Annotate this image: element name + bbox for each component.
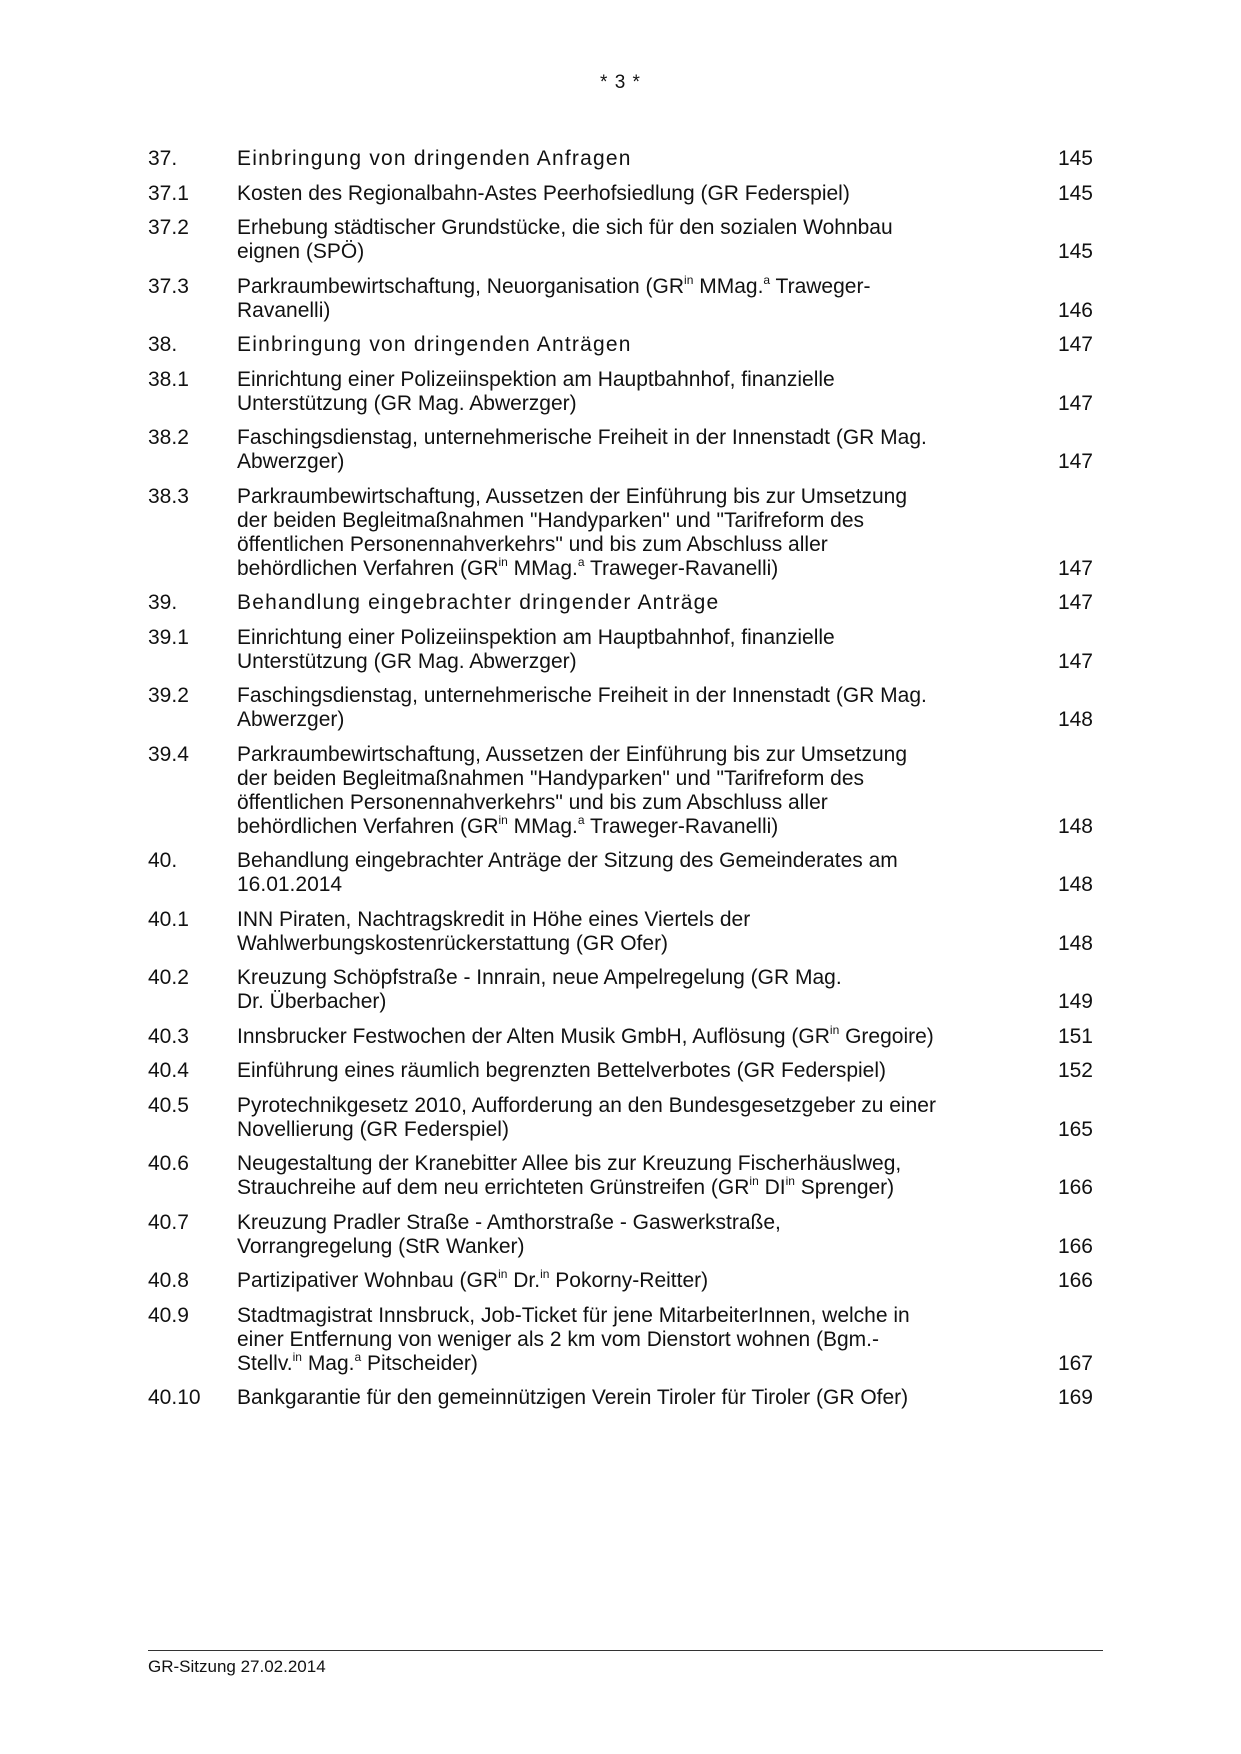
toc-entry-number: 37.2 [148,216,189,239]
toc-entry-number: 40.7 [148,1210,189,1234]
toc-entry-number: 39.1 [148,625,189,649]
toc-entry-title-line: Unterstützung (GR Mag. Abwerzger) [237,391,577,415]
toc-entry-title [237,906,1017,954]
toc-entry-page: 148 [1057,873,1093,896]
toc-entry-number: 40.1 [148,907,189,931]
toc-entry-page: 145 [1057,147,1093,170]
toc-entry-title [237,366,1017,414]
toc-entry-title-line: Unterstützung (GR Mag. Abwerzger) [237,649,577,673]
toc-entry-title-line: eignen (SPÖ) [237,240,365,263]
toc-entry-title-line: Dr. Überbacher) [237,990,387,1013]
toc-entry-number: 40.9 [148,1303,189,1327]
toc-entry-number: 40.10 [148,1386,201,1409]
toc-entry-page: 147 [1057,591,1093,614]
toc-entry-title [237,145,1017,169]
toc-entry-title-line: Parkraumbewirtschaftung, Neuorganisation ($GR^{in}$ MMag.$^a$ Traweger- [237,272,871,298]
toc-entry-page: 147 [1057,450,1093,473]
toc-entry-number: 40.6 [148,1152,189,1175]
toc-entry-title [237,589,1017,613]
toc-entry-title-line: einer Entfernung von weniger als 2 km vom Dienstort wohnen (Bgm.- [237,1327,879,1351]
toc-entry-page: 166 [1057,1269,1093,1292]
toc-entry-title-line: Ravanelli) [237,298,331,322]
toc-entry-page: 147 [1057,333,1093,356]
toc-entry-number: 40.3 [148,1024,189,1048]
toc-entry-title [237,1209,1017,1257]
toc-entry-title-line: Behandlung eingebrachter dringender Anträge [237,591,720,614]
toc-entry-title-line: Vorrangregelung (StR Wanker) [237,1234,525,1258]
toc-entry-title-line: Neugestaltung der Kranebitter Allee bis zur Kreuzung Fischerhäuslweg, [237,1152,902,1175]
toc-entry-title-line: Faschingsdienstag, unternehmerische Freiheit in der Innenstadt (GR Mag. [237,426,927,449]
toc-entry-page: 147 [1057,556,1093,580]
toc-entry-title-line: INN Piraten, Nachtragskredit in Höhe eines Viertels der [237,907,751,931]
toc-entry-title-line: behördlichen Verfahren ($GR^{in}$ MMag.$^a$ Traweger-Ravanelli) [237,554,779,580]
toc-entry-title-line: Pyrotechnikgesetz 2010, Aufforderung an den Bundesgesetzgeber zu einer [237,1093,936,1117]
toc-entry-title [237,682,1017,730]
toc-entry-title-line: Novellierung (GR Federspiel) [237,1117,509,1141]
toc-entry-title-line: Stellv.$^{in}$ Mag.$^a$ Pitscheider) [237,1349,478,1375]
toc-entry-title [237,483,1017,579]
toc-entry-title-line: Einrichtung einer Polizeiinspektion am Hauptbahnhof, finanzielle [237,367,835,391]
toc-entry-title-line: öffentlichen Personennahverkehrs" und bis zum Abschluss aller [237,532,828,556]
toc-entry-page: 148 [1057,708,1093,731]
toc-entry-title [237,847,1017,895]
toc-entry-number: 40.5 [148,1093,189,1117]
toc-entry-page: 147 [1057,649,1093,673]
toc-entry-number: 40.4 [148,1059,189,1082]
toc-entry-title-line: Kreuzung Schöpfstraße - Innrain, neue Ampelregelung (GR Mag. [237,966,842,989]
toc-entry-number: 38.1 [148,367,189,391]
toc-entry-page: 166 [1057,1234,1093,1258]
toc-entry-title-line: Faschingsdienstag, unternehmerische Freiheit in der Innenstadt (GR Mag. [237,684,927,707]
toc-entry-title-line: Einrichtung einer Polizeiinspektion am Hauptbahnhof, finanzielle [237,625,835,649]
toc-entry-number: 38.2 [148,426,189,449]
toc-entry-number: 38.3 [148,484,189,508]
toc-entry-title-line: der beiden Begleitmaßnahmen "Handyparken" und "Tarifreform des [237,508,865,532]
toc-entry-title-line: Einbringung von dringenden Anfragen [237,147,632,170]
toc-entry-number: 37.1 [148,181,189,205]
toc-entry-number: 37. [148,147,178,170]
toc-entry-page: 149 [1057,990,1093,1013]
footer-divider [148,1650,1103,1651]
page-marker: * 3 * [600,72,641,93]
toc-entry-title [237,273,1017,321]
toc-entry-page: 148 [1057,814,1093,838]
toc-entry-number: 40.2 [148,966,189,989]
toc-entry-page: 151 [1057,1024,1093,1048]
toc-entry-number: 38. [148,333,178,356]
toc-entry-title-line: Parkraumbewirtschaftung, Aussetzen der Einführung bis zur Umsetzung [237,742,908,766]
toc-entry-page: 145 [1057,181,1093,205]
toc-entry-title-line: Abwerzger) [237,708,345,731]
toc-entry-title-line: Kosten des Regionalbahn-Astes Peerhofsiedlung (GR Federspiel) [237,181,850,205]
toc-entry-title-line: Bankgarantie für den gemeinnützigen Verein Tiroler für Tiroler (GR Ofer) [237,1386,909,1409]
toc-entry-title-line: Strauchreihe auf dem neu errichteten Grünstreifen ($GR^{in}$ $DI^{in}$ Sprenger) [237,1174,895,1199]
toc-entry-title [237,1150,1017,1198]
toc-entry-title-line: Abwerzger) [237,450,345,473]
toc-entry-title [237,1092,1017,1140]
toc-entry-title [237,424,1017,472]
toc-entry-title [237,624,1017,672]
toc-entry-number: 39. [148,591,178,614]
toc-entry-title [237,1057,1017,1081]
toc-entry-title [237,1384,1017,1408]
toc-entry-page: 148 [1057,931,1093,955]
toc-entry-title-line: Behandlung eingebrachter Anträge der Sitzung des Gemeinderates am [237,849,898,872]
footer-text: GR-Sitzung 27.02.2014 [148,1657,326,1676]
toc-entry-number: 39.4 [148,742,189,766]
toc-entry-page: 145 [1057,240,1093,263]
toc-entry-title [237,1302,1017,1374]
toc-entry-page: 169 [1057,1386,1093,1409]
toc-entry-title [237,214,1017,262]
toc-entry-page: 152 [1057,1059,1093,1082]
toc-entry-number: 40.8 [148,1269,189,1292]
toc-entry-page: 165 [1057,1117,1093,1141]
toc-entry-title-line: behördlichen Verfahren ($GR^{in}$ MMag.$^a$ Traweger-Ravanelli) [237,812,779,838]
toc-entry-title-line: 16.01.2014 [237,873,343,896]
toc-entry-title-line: Einführung eines räumlich begrenzten Bettelverbotes (GR Federspiel) [237,1059,887,1082]
toc-entry-title-line: der beiden Begleitmaßnahmen "Handyparken" und "Tarifreform des [237,766,865,790]
toc-entry-title-line: Erhebung städtischer Grundstücke, die sich für den sozialen Wohnbau [237,216,893,239]
toc-entry-title-line: Partizipativer Wohnbau ($GR^{in}$ Dr.$^{in}$ Pokorny-Reitter) [237,1267,709,1292]
toc-entry-title-line: Stadtmagistrat Innsbruck, Job-Ticket für jene MitarbeiterInnen, welche in [237,1303,910,1327]
toc-entry-title-line: Kreuzung Pradler Straße - Amthorstraße - Gaswerkstraße, [237,1210,781,1234]
toc-entry-title [237,331,1017,355]
toc-entry-title-line: Wahlwerbungskostenrückerstattung (GR Ofer) [237,931,669,955]
toc-entry-title-line: öffentlichen Personennahverkehrs" und bis zum Abschluss aller [237,790,828,814]
toc-entry-title [237,741,1017,837]
toc-entry-title [237,1023,1017,1047]
toc-entry-page: 146 [1057,298,1093,322]
toc-entry-number: 39.2 [148,684,189,707]
toc-entry-number: 40. [148,849,178,872]
toc-entry-page: 166 [1057,1176,1093,1199]
toc-entry-title [237,964,1017,1012]
toc-entry-number: 37.3 [148,274,189,298]
toc-entry-title [237,180,1017,204]
toc-entry-title-line: Parkraumbewirtschaftung, Aussetzen der Einführung bis zur Umsetzung [237,484,908,508]
toc-entry-title [237,1267,1017,1291]
toc-entry-page: 167 [1057,1351,1093,1375]
toc-entry-title-line: Innsbrucker Festwochen der Alten Musik GmbH, Auflösung ($GR^{in}$ Gregoire) [237,1022,934,1048]
toc-entry-title-line: Einbringung von dringenden Anträgen [237,333,632,356]
toc-entry-page: 147 [1057,391,1093,415]
